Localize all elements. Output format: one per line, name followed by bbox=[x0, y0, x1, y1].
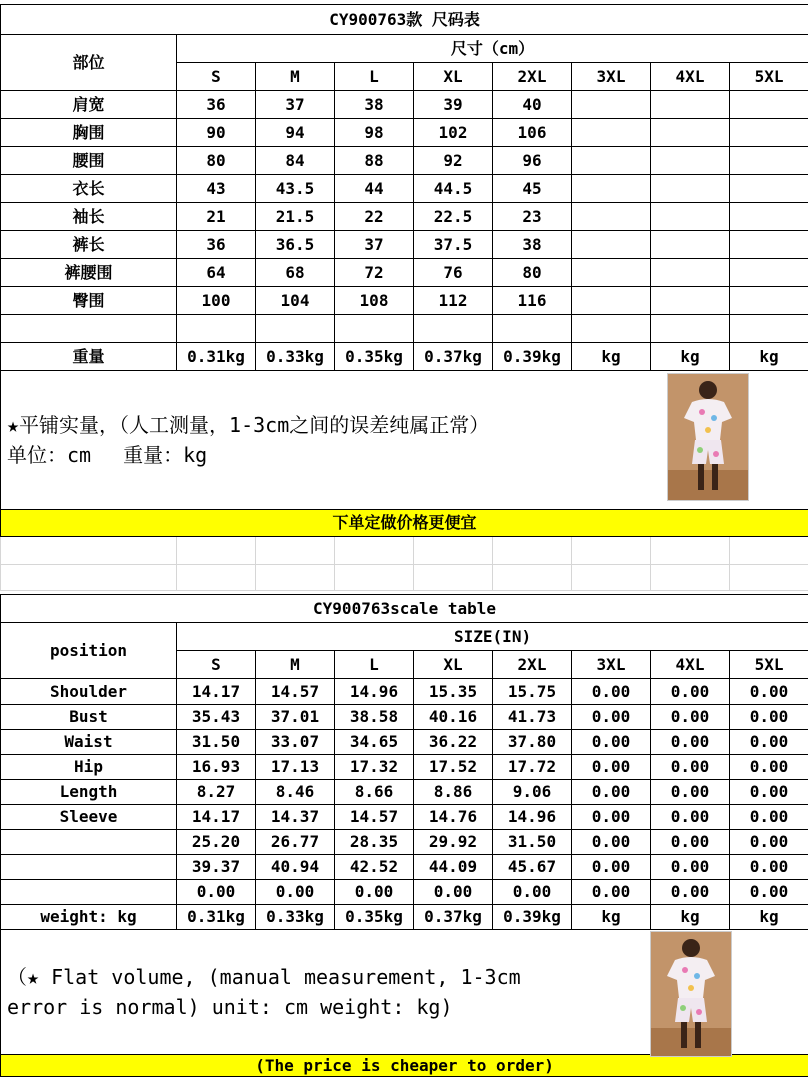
table-cell bbox=[651, 91, 730, 119]
table-cell: 0.37kg bbox=[414, 905, 493, 930]
table-cell bbox=[414, 315, 493, 343]
table-cell: 68 bbox=[256, 259, 335, 287]
table-cell: kg bbox=[730, 905, 808, 930]
table-cell bbox=[730, 287, 808, 315]
table-cell: 33.07 bbox=[256, 730, 335, 755]
cn-size-header: 4XL bbox=[651, 63, 730, 91]
table-cell: 0.37kg bbox=[414, 343, 493, 371]
table-cell: 14.96 bbox=[335, 679, 414, 705]
cn-unit-header: 尺寸（cm） bbox=[177, 35, 808, 63]
table-cell bbox=[256, 315, 335, 343]
table-cell: 40.16 bbox=[414, 705, 493, 730]
row-label: Bust bbox=[1, 705, 177, 730]
table-cell: 9.06 bbox=[493, 780, 572, 805]
cn-size-header: 2XL bbox=[493, 63, 572, 91]
table-row bbox=[1, 175, 808, 203]
table-cell bbox=[572, 147, 651, 175]
table-cell: 96 bbox=[493, 147, 572, 175]
table-cell: 22 bbox=[335, 203, 414, 231]
table-cell: 40 bbox=[493, 91, 572, 119]
table-row bbox=[1, 905, 808, 930]
table-cell: 0.39kg bbox=[493, 905, 572, 930]
table-row bbox=[1, 679, 808, 705]
cn-size-header: L bbox=[335, 63, 414, 91]
row-label bbox=[1, 315, 177, 343]
table-cell: 44.5 bbox=[414, 175, 493, 203]
table-cell: 0.00 bbox=[651, 679, 730, 705]
table-cell bbox=[651, 315, 730, 343]
table-row bbox=[1, 231, 808, 259]
table-cell: 92 bbox=[414, 147, 493, 175]
table-cell: 8.46 bbox=[256, 780, 335, 805]
en-size-header: 4XL bbox=[651, 651, 730, 679]
en-part-header: position bbox=[1, 623, 177, 679]
table-row bbox=[1, 755, 808, 780]
cn-table-title: CY900763款 尺码表 bbox=[1, 5, 808, 35]
table-cell: 0.00 bbox=[730, 855, 808, 880]
table-cell: 0.00 bbox=[572, 679, 651, 705]
table-cell bbox=[651, 231, 730, 259]
table-cell: 98 bbox=[335, 119, 414, 147]
table-cell: 17.13 bbox=[256, 755, 335, 780]
table-cell: 0.00 bbox=[651, 880, 730, 905]
table-cell: 36 bbox=[177, 91, 256, 119]
table-cell bbox=[730, 203, 808, 231]
table-cell: 37 bbox=[335, 231, 414, 259]
row-label: 胸围 bbox=[1, 119, 177, 147]
table-cell bbox=[572, 259, 651, 287]
table-cell: 88 bbox=[335, 147, 414, 175]
table-cell bbox=[572, 231, 651, 259]
table-cell: 0.00 bbox=[177, 880, 256, 905]
table-cell: 0.00 bbox=[730, 755, 808, 780]
table-row bbox=[1, 830, 808, 855]
table-cell: 36.5 bbox=[256, 231, 335, 259]
table-cell: 0.00 bbox=[572, 705, 651, 730]
en-note-line2: error is normal) unit: cm weight: kg) bbox=[7, 995, 453, 1019]
cn-note-line2: 单位：cm 重量：kg bbox=[7, 443, 208, 467]
table-cell: 0.35kg bbox=[335, 905, 414, 930]
cn-part-header: 部位 bbox=[1, 35, 177, 91]
table-cell: 0.00 bbox=[651, 730, 730, 755]
table-cell: 39.37 bbox=[177, 855, 256, 880]
table-cell: 17.52 bbox=[414, 755, 493, 780]
table-cell: 72 bbox=[335, 259, 414, 287]
table-cell: 0.00 bbox=[572, 755, 651, 780]
table-row bbox=[1, 705, 808, 730]
table-cell: 38 bbox=[493, 231, 572, 259]
table-cell: 80 bbox=[493, 259, 572, 287]
table-cell bbox=[651, 119, 730, 147]
table-cell: 0.39kg bbox=[493, 343, 572, 371]
table-cell: 0.00 bbox=[493, 880, 572, 905]
table-cell: 0.00 bbox=[572, 830, 651, 855]
row-label: 重量 bbox=[1, 343, 177, 371]
row-label: 裤腰围 bbox=[1, 259, 177, 287]
table-cell: 38 bbox=[335, 91, 414, 119]
table-cell: 0.33kg bbox=[256, 905, 335, 930]
table-cell: 0.35kg bbox=[335, 343, 414, 371]
table-cell: 44 bbox=[335, 175, 414, 203]
row-label: Length bbox=[1, 780, 177, 805]
table-cell: 29.92 bbox=[414, 830, 493, 855]
table-row bbox=[1, 343, 808, 371]
en-size-header: S bbox=[177, 651, 256, 679]
table-cell bbox=[651, 203, 730, 231]
row-label: Sleeve bbox=[1, 805, 177, 830]
table-cell: 35.43 bbox=[177, 705, 256, 730]
table-row bbox=[1, 315, 808, 343]
row-label: 肩宽 bbox=[1, 91, 177, 119]
table-cell bbox=[572, 119, 651, 147]
table-cell: 15.35 bbox=[414, 679, 493, 705]
table-cell: 21.5 bbox=[256, 203, 335, 231]
table-cell: 0.00 bbox=[572, 780, 651, 805]
cn-size-table bbox=[0, 4, 808, 591]
table-cell: 8.66 bbox=[335, 780, 414, 805]
en-size-header: 2XL bbox=[493, 651, 572, 679]
en-note-line1: （★ Flat volume, (manual measurement, 1-3cm bbox=[7, 965, 521, 989]
en-size-header: 5XL bbox=[730, 651, 808, 679]
table-cell bbox=[177, 315, 256, 343]
table-cell bbox=[651, 259, 730, 287]
table-cell: 22.5 bbox=[414, 203, 493, 231]
en-size-header: M bbox=[256, 651, 335, 679]
table-cell: 28.35 bbox=[335, 830, 414, 855]
table-cell: 14.17 bbox=[177, 679, 256, 705]
table-cell: kg bbox=[651, 343, 730, 371]
table-row bbox=[1, 259, 808, 287]
table-cell: 0.00 bbox=[572, 855, 651, 880]
table-cell: 31.50 bbox=[493, 830, 572, 855]
table-cell: 8.27 bbox=[177, 780, 256, 805]
table-row bbox=[1, 730, 808, 755]
row-label: weight: kg bbox=[1, 905, 177, 930]
table-cell: 0.31kg bbox=[177, 343, 256, 371]
table-cell: 23 bbox=[493, 203, 572, 231]
table-row bbox=[1, 119, 808, 147]
product-photo-bottom bbox=[650, 931, 732, 1057]
table-cell: 14.96 bbox=[493, 805, 572, 830]
table-cell bbox=[335, 315, 414, 343]
table-cell: 45.67 bbox=[493, 855, 572, 880]
table-cell: 0.00 bbox=[730, 780, 808, 805]
table-cell: kg bbox=[730, 343, 808, 371]
table-row bbox=[1, 287, 808, 315]
row-label: 腰围 bbox=[1, 147, 177, 175]
table-cell: 14.17 bbox=[177, 805, 256, 830]
table-cell bbox=[651, 175, 730, 203]
table-cell: 14.76 bbox=[414, 805, 493, 830]
row-label bbox=[1, 880, 177, 905]
table-cell: 108 bbox=[335, 287, 414, 315]
table-cell: 0.00 bbox=[730, 805, 808, 830]
table-cell bbox=[651, 287, 730, 315]
en-banner: (The price is cheaper to order) bbox=[1, 1055, 808, 1077]
table-row bbox=[1, 91, 808, 119]
table-row bbox=[1, 147, 808, 175]
table-cell: 41.73 bbox=[493, 705, 572, 730]
table-cell: 44.09 bbox=[414, 855, 493, 880]
table-cell: 80 bbox=[177, 147, 256, 175]
table-cell: 37.5 bbox=[414, 231, 493, 259]
cn-size-header: M bbox=[256, 63, 335, 91]
table-cell: 31.50 bbox=[177, 730, 256, 755]
table-cell: 0.33kg bbox=[256, 343, 335, 371]
cn-size-header: S bbox=[177, 63, 256, 91]
table-cell: 26.77 bbox=[256, 830, 335, 855]
table-row bbox=[1, 805, 808, 830]
row-label: 衣长 bbox=[1, 175, 177, 203]
table-cell: 16.93 bbox=[177, 755, 256, 780]
table-cell bbox=[572, 287, 651, 315]
table-cell: 112 bbox=[414, 287, 493, 315]
table-cell: 104 bbox=[256, 287, 335, 315]
table-cell bbox=[730, 91, 808, 119]
row-label: Shoulder bbox=[1, 679, 177, 705]
table-cell: 0.00 bbox=[730, 830, 808, 855]
table-cell: 0.00 bbox=[651, 705, 730, 730]
table-cell: kg bbox=[572, 343, 651, 371]
en-table-title: CY900763scale table bbox=[1, 595, 808, 623]
table-cell: 0.00 bbox=[256, 880, 335, 905]
row-label: Waist bbox=[1, 730, 177, 755]
table-cell: 38.58 bbox=[335, 705, 414, 730]
table-cell bbox=[730, 119, 808, 147]
table-cell: 43 bbox=[177, 175, 256, 203]
table-row bbox=[1, 780, 808, 805]
row-label: 臀围 bbox=[1, 287, 177, 315]
table-cell: 34.65 bbox=[335, 730, 414, 755]
table-cell bbox=[730, 231, 808, 259]
table-cell: 8.86 bbox=[414, 780, 493, 805]
en-size-header: 3XL bbox=[572, 651, 651, 679]
table-cell: 42.52 bbox=[335, 855, 414, 880]
table-cell: 64 bbox=[177, 259, 256, 287]
cn-size-header: XL bbox=[414, 63, 493, 91]
table-cell: 17.72 bbox=[493, 755, 572, 780]
en-unit-header: SIZE(IN) bbox=[177, 623, 808, 651]
table-cell: 37.01 bbox=[256, 705, 335, 730]
table-cell: 0.00 bbox=[730, 730, 808, 755]
table-row bbox=[1, 880, 808, 905]
row-label: 裤长 bbox=[1, 231, 177, 259]
table-cell: 0.00 bbox=[572, 880, 651, 905]
cn-banner: 下单定做价格更便宜 bbox=[1, 510, 808, 537]
table-cell bbox=[572, 203, 651, 231]
table-cell: 0.00 bbox=[730, 705, 808, 730]
en-size-header: L bbox=[335, 651, 414, 679]
table-cell: 76 bbox=[414, 259, 493, 287]
table-cell: 0.00 bbox=[572, 805, 651, 830]
table-cell: 0.00 bbox=[651, 755, 730, 780]
table-cell: 0.00 bbox=[730, 880, 808, 905]
table-cell: 37 bbox=[256, 91, 335, 119]
table-cell: 84 bbox=[256, 147, 335, 175]
table-cell: 14.57 bbox=[335, 805, 414, 830]
table-cell: 0.00 bbox=[651, 855, 730, 880]
cn-note-line1: ★平铺实量，（人工测量，1-3cm之间的误差纯属正常） bbox=[7, 413, 490, 437]
table-cell: 106 bbox=[493, 119, 572, 147]
table-cell: 15.75 bbox=[493, 679, 572, 705]
table-cell: kg bbox=[572, 905, 651, 930]
table-cell: 100 bbox=[177, 287, 256, 315]
cn-size-header: 3XL bbox=[572, 63, 651, 91]
table-cell: 0.00 bbox=[651, 830, 730, 855]
table-cell: 39 bbox=[414, 91, 493, 119]
table-cell: 25.20 bbox=[177, 830, 256, 855]
table-cell bbox=[493, 315, 572, 343]
table-cell: kg bbox=[651, 905, 730, 930]
table-cell bbox=[730, 147, 808, 175]
table-cell: 94 bbox=[256, 119, 335, 147]
table-row bbox=[1, 855, 808, 880]
row-label bbox=[1, 855, 177, 880]
table-cell bbox=[730, 175, 808, 203]
table-cell: 14.37 bbox=[256, 805, 335, 830]
table-cell: 0.00 bbox=[651, 805, 730, 830]
table-cell: 0.00 bbox=[730, 679, 808, 705]
table-cell: 90 bbox=[177, 119, 256, 147]
row-label: Hip bbox=[1, 755, 177, 780]
table-cell bbox=[572, 315, 651, 343]
table-cell bbox=[651, 147, 730, 175]
row-label: 袖长 bbox=[1, 203, 177, 231]
table-cell: 43.5 bbox=[256, 175, 335, 203]
table-cell: 21 bbox=[177, 203, 256, 231]
table-row bbox=[1, 203, 808, 231]
row-label bbox=[1, 830, 177, 855]
table-cell: 45 bbox=[493, 175, 572, 203]
table-cell: 36 bbox=[177, 231, 256, 259]
table-cell: 17.32 bbox=[335, 755, 414, 780]
table-cell: 0.00 bbox=[572, 730, 651, 755]
table-cell: 0.00 bbox=[651, 780, 730, 805]
product-photo-top bbox=[667, 373, 749, 501]
table-cell bbox=[572, 175, 651, 203]
table-cell bbox=[730, 259, 808, 287]
table-cell: 37.80 bbox=[493, 730, 572, 755]
table-cell: 116 bbox=[493, 287, 572, 315]
table-cell: 102 bbox=[414, 119, 493, 147]
cn-size-header: 5XL bbox=[730, 63, 808, 91]
table-cell bbox=[730, 315, 808, 343]
en-size-header: XL bbox=[414, 651, 493, 679]
table-cell: 0.00 bbox=[414, 880, 493, 905]
table-cell: 36.22 bbox=[414, 730, 493, 755]
table-cell bbox=[572, 91, 651, 119]
table-cell: 0.00 bbox=[335, 880, 414, 905]
table-cell: 40.94 bbox=[256, 855, 335, 880]
table-cell: 0.31kg bbox=[177, 905, 256, 930]
table-cell: 14.57 bbox=[256, 679, 335, 705]
